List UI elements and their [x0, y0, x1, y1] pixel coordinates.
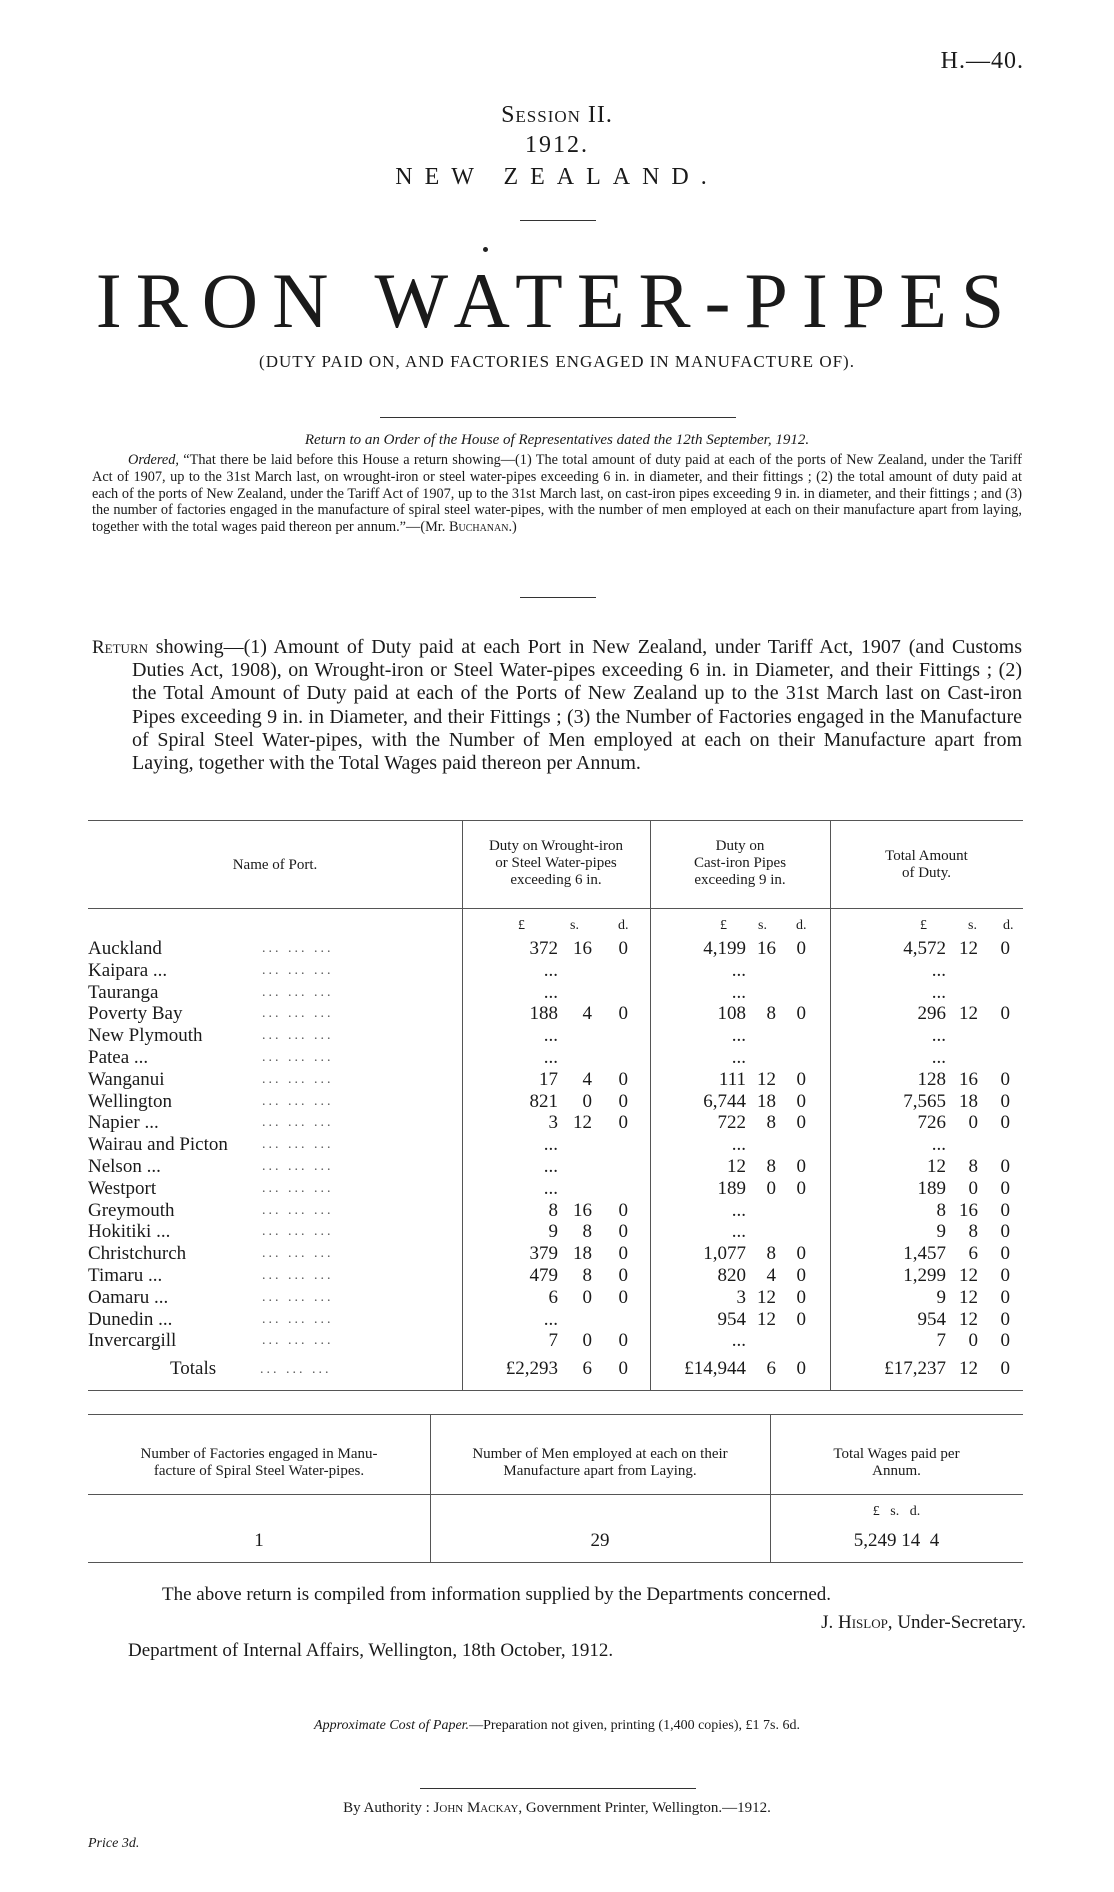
row-leaders: ... ... ...: [262, 1202, 334, 1218]
cell-total-pence: [978, 960, 1010, 982]
cell-wrought-pence: 0: [618, 1243, 628, 1265]
factory-header-count: [88, 1446, 430, 1480]
col-header-total-line-2: of Duty.: [901, 865, 952, 881]
authority-rule: [420, 1788, 696, 1789]
cell-cast-pounds: 12: [727, 1156, 746, 1177]
cell-total-pence: 0: [1000, 1068, 1010, 1090]
cell-wrought-pounds: ...: [543, 1134, 558, 1156]
cell-wrought-shillings: 16: [573, 938, 592, 959]
factory-header-rule: [88, 1494, 1023, 1495]
authority-lead: By Authority :: [343, 1800, 430, 1816]
port-name: Patea ...: [88, 1047, 149, 1068]
cell-total-pounds: 128: [917, 1068, 946, 1090]
cell-cast-pounds: 6,744: [703, 1090, 746, 1112]
cell-cast-pounds: 108: [717, 1003, 746, 1025]
cell-wrought-pounds: ...: [543, 1177, 558, 1199]
cell-wrought-pence: [592, 1047, 628, 1069]
cell-cast-pence: 0: [796, 1003, 806, 1025]
cell-total-shillings: 18: [959, 1090, 978, 1112]
authority-line: [0, 1800, 1114, 1817]
col-header-port: Name of Port.: [232, 857, 318, 873]
cell-total-pence: 0: [1000, 938, 1010, 959]
cell-wrought-pounds: 8: [548, 1199, 558, 1221]
signatory-title: Under-Secretary.: [897, 1612, 1026, 1633]
cell-cast-pence: [776, 1221, 806, 1243]
cell-wrought-shillings: [558, 1025, 592, 1047]
table-bottom-rule: [88, 1390, 1023, 1391]
cell-cast-shillings: 8: [766, 1003, 776, 1025]
cell-wrought-pounds: ...: [543, 1156, 558, 1177]
factory-header-men-line-2: Manufacture apart from Laying.: [503, 1463, 697, 1479]
cell-wrought-pence: 0: [618, 1330, 628, 1352]
cell-cast-pounds: 954: [717, 1308, 746, 1330]
cell-wrought-pence: [592, 1309, 628, 1331]
cell-cast-pounds: 4,199: [703, 938, 746, 959]
cell-total-pounds: 8: [936, 1199, 946, 1221]
cell-total-pounds: ...: [931, 1047, 946, 1068]
unit-shilling-wrought: s.: [570, 918, 579, 933]
col-header-wrought-line-2: or Steel Water-pipes: [495, 855, 617, 871]
cell-wrought-pence: [592, 1134, 628, 1156]
cell-total-shillings: [946, 1047, 978, 1069]
factory-wages-units: £ s. d.: [872, 1504, 921, 1519]
totals-total-shillings: 12: [959, 1358, 978, 1379]
cell-total-pence: 0: [1000, 1221, 1010, 1243]
cell-cast-pounds: 722: [717, 1112, 746, 1134]
row-leaders: ... ... ...: [262, 1006, 334, 1022]
cell-cast-shillings: 12: [757, 1286, 776, 1308]
cell-cast-pence: 0: [796, 938, 806, 959]
cell-wrought-pence: 0: [618, 938, 628, 959]
cost-label: Approximate Cost of Paper.: [314, 1718, 470, 1733]
cell-cast-shillings: 8: [766, 1112, 776, 1134]
totals-cast-pounds: £14,944: [684, 1358, 746, 1379]
cell-wrought-pence: [592, 960, 628, 982]
totals-total-pence: 0: [1000, 1358, 1010, 1379]
cell-wrought-shillings: [558, 960, 592, 982]
port-name: Invercargill: [88, 1330, 177, 1352]
cell-wrought-pence: [592, 982, 628, 1004]
row-leaders: ... ... ...: [262, 1028, 334, 1044]
cell-total-pence: [978, 1134, 1010, 1156]
row-leaders: ... ... ...: [262, 1115, 334, 1131]
cell-cast-pence: [776, 1200, 806, 1222]
col-header-total: [830, 848, 1023, 882]
col-header-total-line-1: Total Amount: [885, 848, 968, 864]
cell-total-shillings: 12: [959, 1308, 978, 1330]
col-header-wrought-line-1: Duty on Wrought-iron: [488, 838, 624, 854]
factory-bottom-rule: [88, 1562, 1023, 1563]
cell-wrought-shillings: 16: [573, 1199, 592, 1221]
cell-wrought-shillings: [558, 1178, 592, 1200]
row-leaders: ... ... ...: [262, 962, 334, 978]
cell-total-pounds: 189: [917, 1177, 946, 1199]
cell-wrought-pounds: 379: [529, 1243, 558, 1265]
unit-shilling-total: s.: [968, 918, 977, 933]
row-leaders: ... ... ...: [262, 1137, 334, 1153]
compiled-note: The above return is compiled from information supplied by the Departments concerned.: [162, 1584, 832, 1605]
cell-total-pence: [978, 982, 1010, 1004]
port-name: Timaru ...: [88, 1265, 163, 1286]
cell-total-shillings: 12: [959, 1003, 978, 1025]
port-name: Christchurch: [88, 1243, 187, 1265]
row-leaders: ... ... ...: [262, 941, 334, 956]
unit-pound-total: £: [920, 918, 927, 933]
cell-cast-shillings: [746, 960, 776, 982]
cell-total-pence: 0: [1000, 1286, 1010, 1308]
cell-cast-pounds: 111: [718, 1068, 746, 1090]
col-header-cast-line-3: exceeding 9 in.: [694, 872, 786, 888]
cell-total-pence: 0: [1000, 1199, 1010, 1221]
cell-total-shillings: 12: [959, 938, 978, 959]
port-name: Nelson ...: [88, 1156, 161, 1177]
cell-cast-shillings: [746, 1134, 776, 1156]
cell-cast-shillings: 8: [766, 1156, 776, 1177]
cell-total-shillings: 6: [968, 1243, 978, 1265]
page-reference: H.—40.: [940, 48, 1024, 74]
cell-total-shillings: [946, 1025, 978, 1047]
factory-header-men-line-1: Number of Men employed at each on their: [472, 1446, 728, 1462]
port-name: Auckland: [88, 938, 162, 959]
cell-wrought-pence: [592, 1025, 628, 1047]
cell-cast-shillings: 4: [766, 1265, 776, 1286]
cell-cast-shillings: 12: [757, 1068, 776, 1090]
document-subtitle: (DUTY PAID ON, AND FACTORIES ENGAGED IN MANUFACTURE OF).: [259, 352, 855, 371]
cell-cast-pence: 0: [796, 1156, 806, 1177]
cell-total-pounds: ...: [931, 981, 946, 1003]
row-leaders: ... ... ...: [262, 1071, 334, 1087]
cell-total-pence: 0: [1000, 1003, 1010, 1025]
factory-header-wages: [770, 1446, 1023, 1480]
cell-wrought-pounds: 188: [529, 1003, 558, 1025]
row-leaders: ... ... ...: [262, 1093, 334, 1109]
cell-cast-shillings: [746, 1025, 776, 1047]
row-leaders: ... ... ...: [262, 1159, 334, 1174]
unit-pound-cast: £: [720, 918, 727, 933]
cell-total-pounds: ...: [931, 959, 946, 981]
cell-total-pounds: 954: [917, 1308, 946, 1330]
cell-wrought-shillings: 0: [582, 1286, 592, 1308]
cell-cast-pounds: 3: [736, 1286, 746, 1308]
cell-total-pounds: 7: [936, 1330, 946, 1352]
cell-wrought-pounds: ...: [543, 1047, 558, 1068]
cell-wrought-pence: 0: [618, 1286, 628, 1308]
cell-total-pence: [978, 1047, 1010, 1069]
unit-penny-wrought: d.: [618, 918, 629, 933]
cell-wrought-pence: 0: [618, 1199, 628, 1221]
cell-cast-pence: [776, 1025, 806, 1047]
order-paragraph: [92, 452, 1022, 536]
totals-total-pounds: £17,237: [884, 1358, 946, 1379]
cell-total-pounds: 7,565: [903, 1090, 946, 1112]
cell-cast-pence: 0: [796, 1090, 806, 1112]
price-label: Price 3d.: [88, 1836, 140, 1851]
unit-shilling-cast: s.: [758, 918, 767, 933]
cell-wrought-pence: 0: [618, 1265, 628, 1286]
totals-wrought-pounds: £2,293: [505, 1358, 558, 1379]
cell-cast-shillings: [746, 1047, 776, 1069]
cell-wrought-pence: 0: [618, 1221, 628, 1243]
ornament-dot: [483, 247, 488, 252]
cell-wrought-pounds: 7: [548, 1330, 558, 1352]
cell-cast-pence: [776, 1047, 806, 1069]
cell-cast-shillings: 18: [757, 1090, 776, 1112]
cell-total-shillings: [946, 982, 978, 1004]
cell-wrought-pounds: ...: [543, 981, 558, 1003]
cell-cast-shillings: [746, 1330, 776, 1352]
cell-cast-pence: 0: [796, 1112, 806, 1134]
cell-wrought-shillings: 4: [582, 1068, 592, 1090]
year-label: 1912.: [525, 132, 589, 158]
cell-wrought-pounds: 372: [529, 938, 558, 959]
cell-wrought-shillings: 12: [573, 1112, 592, 1134]
cell-wrought-pence: 0: [618, 1003, 628, 1025]
port-name: Poverty Bay: [88, 1003, 183, 1025]
cell-wrought-pence: 0: [618, 1068, 628, 1090]
cell-wrought-shillings: 8: [582, 1221, 592, 1243]
cell-wrought-shillings: [558, 1156, 592, 1178]
cell-total-pence: [978, 1025, 1010, 1047]
cell-total-pence: 0: [1000, 1243, 1010, 1265]
cell-total-shillings: 8: [968, 1156, 978, 1177]
cell-wrought-shillings: 8: [582, 1265, 592, 1286]
cell-total-shillings: 16: [959, 1068, 978, 1090]
cell-cast-pence: 0: [796, 1243, 806, 1265]
col-header-wrought-line-3: exceeding 6 in.: [510, 872, 602, 888]
factory-table-top-rule: [88, 1414, 1023, 1415]
cell-cast-shillings: 0: [766, 1177, 776, 1199]
cell-wrought-pounds: 17: [539, 1068, 558, 1090]
return-lead: Return: [92, 637, 149, 658]
cell-cast-shillings: [746, 1221, 776, 1243]
cell-cast-shillings: 12: [757, 1308, 776, 1330]
row-leaders: ... ... ...: [262, 984, 334, 1000]
order-heading: Return to an Order of the House of Representatives dated the 12th September, 1912.: [304, 432, 810, 448]
factory-header-count-line-1: Number of Factories engaged in Manu-: [140, 1446, 378, 1462]
totals-leaders: ... ... ...: [260, 1362, 332, 1377]
port-name: Tauranga: [88, 981, 159, 1003]
printer-name: John Mackay,: [433, 1800, 523, 1816]
cell-cast-pounds: ...: [731, 981, 746, 1003]
totals-label: Totals: [170, 1358, 217, 1379]
cell-total-pounds: ...: [931, 1025, 946, 1047]
col-header-cast-line-2: Cast-iron Pipes: [693, 855, 787, 871]
cell-total-pounds: 12: [927, 1156, 946, 1177]
cell-cast-pence: 0: [796, 1265, 806, 1286]
cell-cast-pounds: ...: [731, 1221, 746, 1243]
return-description: [92, 636, 1022, 775]
port-name: Kaipara ...: [88, 959, 168, 981]
cell-total-pence: 0: [1000, 1177, 1010, 1199]
cell-wrought-pounds: ...: [543, 1308, 558, 1330]
port-name: Hokitiki ...: [88, 1221, 171, 1243]
row-leaders: ... ... ...: [262, 1311, 334, 1327]
cell-cast-pence: [776, 982, 806, 1004]
cell-total-shillings: [946, 960, 978, 982]
cell-wrought-pounds: 3: [548, 1112, 558, 1134]
port-name: Oamaru ...: [88, 1286, 169, 1308]
cell-total-pounds: 1,299: [903, 1265, 946, 1286]
cost-text: —Preparation not given, printing (1,400 copies), £1 7s. 6d.: [469, 1718, 800, 1733]
cell-cast-shillings: [746, 1200, 776, 1222]
cell-cast-pounds: 820: [717, 1265, 746, 1286]
cell-total-pence: 0: [1000, 1090, 1010, 1112]
cell-wrought-pounds: 6: [548, 1286, 558, 1308]
cell-total-pence: 0: [1000, 1112, 1010, 1134]
cell-cast-pounds: 189: [717, 1177, 746, 1199]
return-text: showing—(1) Amount of Duty paid at each Port in New Zealand, under Tariff Act, 1907 (and Customs Duties Act, 1908), on Wrought-iron or Steel Water-pipes exceeding 6 in. in Diameter, and their Fittings ; (2) the Total Amount of Duty paid at each of the Ports of New Zealand up to the 31st March last on Cast-iron Pipes exceeding 9 in. in Diameter, and their Fittings ; (3) the Number of Factories engaged in the Manufacture of Spiral Steel Water-pipes, with the Number of Men employed at each on their Manufacture apart from Laying, together with the Total Wages paid thereon per Annum.: [132, 636, 1022, 775]
port-name: Wairau and Picton: [88, 1134, 228, 1156]
cell-cast-pence: [776, 1134, 806, 1156]
cell-wrought-shillings: 4: [582, 1003, 592, 1025]
cell-wrought-shillings: [558, 1134, 592, 1156]
cell-total-pence: 0: [1000, 1156, 1010, 1177]
row-leaders: ... ... ...: [262, 1180, 334, 1196]
cell-cast-pounds: ...: [731, 1047, 746, 1068]
cell-total-pounds: 9: [936, 1221, 946, 1243]
row-leaders: ... ... ...: [262, 1246, 334, 1262]
cell-wrought-pounds: 9: [548, 1221, 558, 1243]
factory-header-wages-line-1: Total Wages paid per: [833, 1446, 960, 1462]
table-header-rule: [88, 908, 1023, 909]
signature-block: [821, 1612, 1026, 1634]
signatory-name: J. Hislop,: [821, 1612, 893, 1633]
cell-total-pounds: ...: [931, 1134, 946, 1156]
factory-header-count-line-2: facture of Spiral Steel Water-pipes.: [153, 1463, 365, 1479]
cell-wrought-pence: 0: [618, 1090, 628, 1112]
col-header-cast: [650, 838, 830, 889]
document-title: IRON WATER-PIPES: [95, 257, 1019, 344]
cell-total-pounds: 9: [936, 1286, 946, 1308]
cell-cast-pence: 0: [796, 1286, 806, 1308]
unit-pound-wrought: £: [518, 918, 525, 933]
cell-cast-pence: [776, 960, 806, 982]
cell-total-shillings: 8: [968, 1221, 978, 1243]
table-top-rule: [88, 820, 1023, 821]
country-label: NEW ZEALAND.: [395, 164, 719, 190]
cell-wrought-pence: [592, 1156, 628, 1178]
cell-wrought-pounds: ...: [543, 1025, 558, 1047]
cell-wrought-shillings: [558, 982, 592, 1004]
factory-men-value: 29: [590, 1530, 610, 1551]
order-rule: [520, 597, 596, 598]
port-name: New Plymouth: [88, 1025, 203, 1047]
cell-total-pounds: 726: [917, 1112, 946, 1134]
cell-cast-pence: 0: [796, 1068, 806, 1090]
row-leaders: ... ... ...: [262, 1268, 334, 1283]
cell-wrought-shillings: 0: [582, 1330, 592, 1352]
cell-cast-pounds: ...: [731, 959, 746, 981]
department-line: Department of Internal Affairs, Wellington, 18th October, 1912.: [128, 1640, 614, 1661]
cell-total-shillings: 12: [959, 1286, 978, 1308]
cell-wrought-shillings: [558, 1047, 592, 1069]
totals-cast-shillings: 6: [766, 1358, 776, 1379]
col-header-cast-line-1: Duty on: [715, 838, 765, 854]
cell-cast-shillings: 8: [766, 1243, 776, 1265]
totals-wrought-shillings: 6: [582, 1358, 592, 1379]
cell-wrought-pence: 0: [618, 1112, 628, 1134]
cell-total-pence: 0: [1000, 1308, 1010, 1330]
cell-total-pounds: 1,457: [903, 1243, 946, 1265]
port-name: Greymouth: [88, 1199, 175, 1221]
cell-cast-pounds: ...: [731, 1330, 746, 1352]
cell-wrought-pounds: ...: [543, 959, 558, 981]
factory-count-value: 1: [254, 1530, 264, 1551]
cell-wrought-shillings: 18: [573, 1243, 592, 1265]
row-leaders: ... ... ...: [262, 1050, 334, 1065]
cell-cast-pence: [776, 1330, 806, 1352]
port-name: Dunedin ...: [88, 1308, 173, 1330]
cell-total-shillings: 0: [968, 1112, 978, 1134]
cell-cast-pounds: ...: [731, 1025, 746, 1047]
factory-wages-value: 5,249 14 4: [853, 1530, 940, 1551]
cell-total-shillings: 16: [959, 1199, 978, 1221]
cell-total-pence: 0: [1000, 1265, 1010, 1286]
col-header-wrought: [462, 838, 650, 889]
row-leaders: ... ... ...: [262, 1289, 334, 1305]
cell-cast-shillings: [746, 982, 776, 1004]
cell-total-shillings: 0: [968, 1177, 978, 1199]
cell-cast-pounds: 1,077: [703, 1243, 746, 1265]
cell-total-pence: 0: [1000, 1330, 1010, 1352]
cell-wrought-pounds: 479: [529, 1265, 558, 1286]
cell-wrought-shillings: 0: [582, 1090, 592, 1112]
port-name: Napier ...: [88, 1112, 159, 1134]
cell-total-shillings: 0: [968, 1330, 978, 1352]
cell-cast-pence: 0: [796, 1308, 806, 1330]
order-mover: Buchanan.): [448, 519, 517, 536]
factory-header-wages-line-2: Annum.: [872, 1463, 921, 1479]
cell-cast-pounds: ...: [731, 1134, 746, 1156]
header-rule: [520, 220, 596, 221]
authority-tail: Government Printer, Wellington.—1912.: [525, 1800, 771, 1816]
cell-wrought-pence: [592, 1178, 628, 1200]
factory-header-men: [430, 1446, 770, 1480]
ordered-word: Ordered,: [128, 452, 179, 468]
totals-cast-pence: 0: [796, 1358, 806, 1379]
subtitle-rule: [380, 417, 736, 418]
row-leaders: ... ... ...: [262, 1333, 334, 1349]
port-name: Wellington: [88, 1090, 172, 1112]
unit-penny-cast: d.: [796, 918, 807, 933]
port-name: Westport: [88, 1177, 157, 1199]
cell-cast-shillings: 16: [757, 938, 776, 959]
cell-cast-pence: 0: [796, 1177, 806, 1199]
cell-total-shillings: 12: [959, 1265, 978, 1286]
row-leaders: ... ... ...: [262, 1224, 334, 1240]
cost-line: [0, 1718, 1114, 1734]
order-body: “That there be laid before this House a return showing—(1) The total amount of duty paid at each of the ports of New Zealand, under the Tariff Act of 1907, up to the 31st March last, on wrought-iron or steel water-pipes exceeding 6 in. in diameter, and their fittings ; (2) the total amount of duty paid at each of the ports of New Zealand, under the Tariff Act of 1907, up to the 31st March last, on cast-iron pipes exceeding 9 in. in diameter, and their fittings ; and (3) the number of factories engaged in the manufacture of spiral steel water-pipes, with the number of men employed at each on their manufacture apart from laying, together with the total wages paid thereon per annum.”—(Mr.: [92, 452, 1022, 536]
cell-total-pounds: 4,572: [903, 938, 946, 959]
cell-cast-pounds: ...: [731, 1199, 746, 1221]
totals-wrought-pence: 0: [618, 1358, 628, 1379]
unit-penny-total: d.: [1003, 918, 1014, 933]
cell-wrought-shillings: [558, 1309, 592, 1331]
port-name: Wanganui: [88, 1068, 165, 1090]
cell-total-pounds: 296: [917, 1003, 946, 1025]
cell-total-shillings: [946, 1134, 978, 1156]
cell-wrought-pounds: 821: [529, 1090, 558, 1112]
session-label: Session II.: [501, 102, 613, 128]
